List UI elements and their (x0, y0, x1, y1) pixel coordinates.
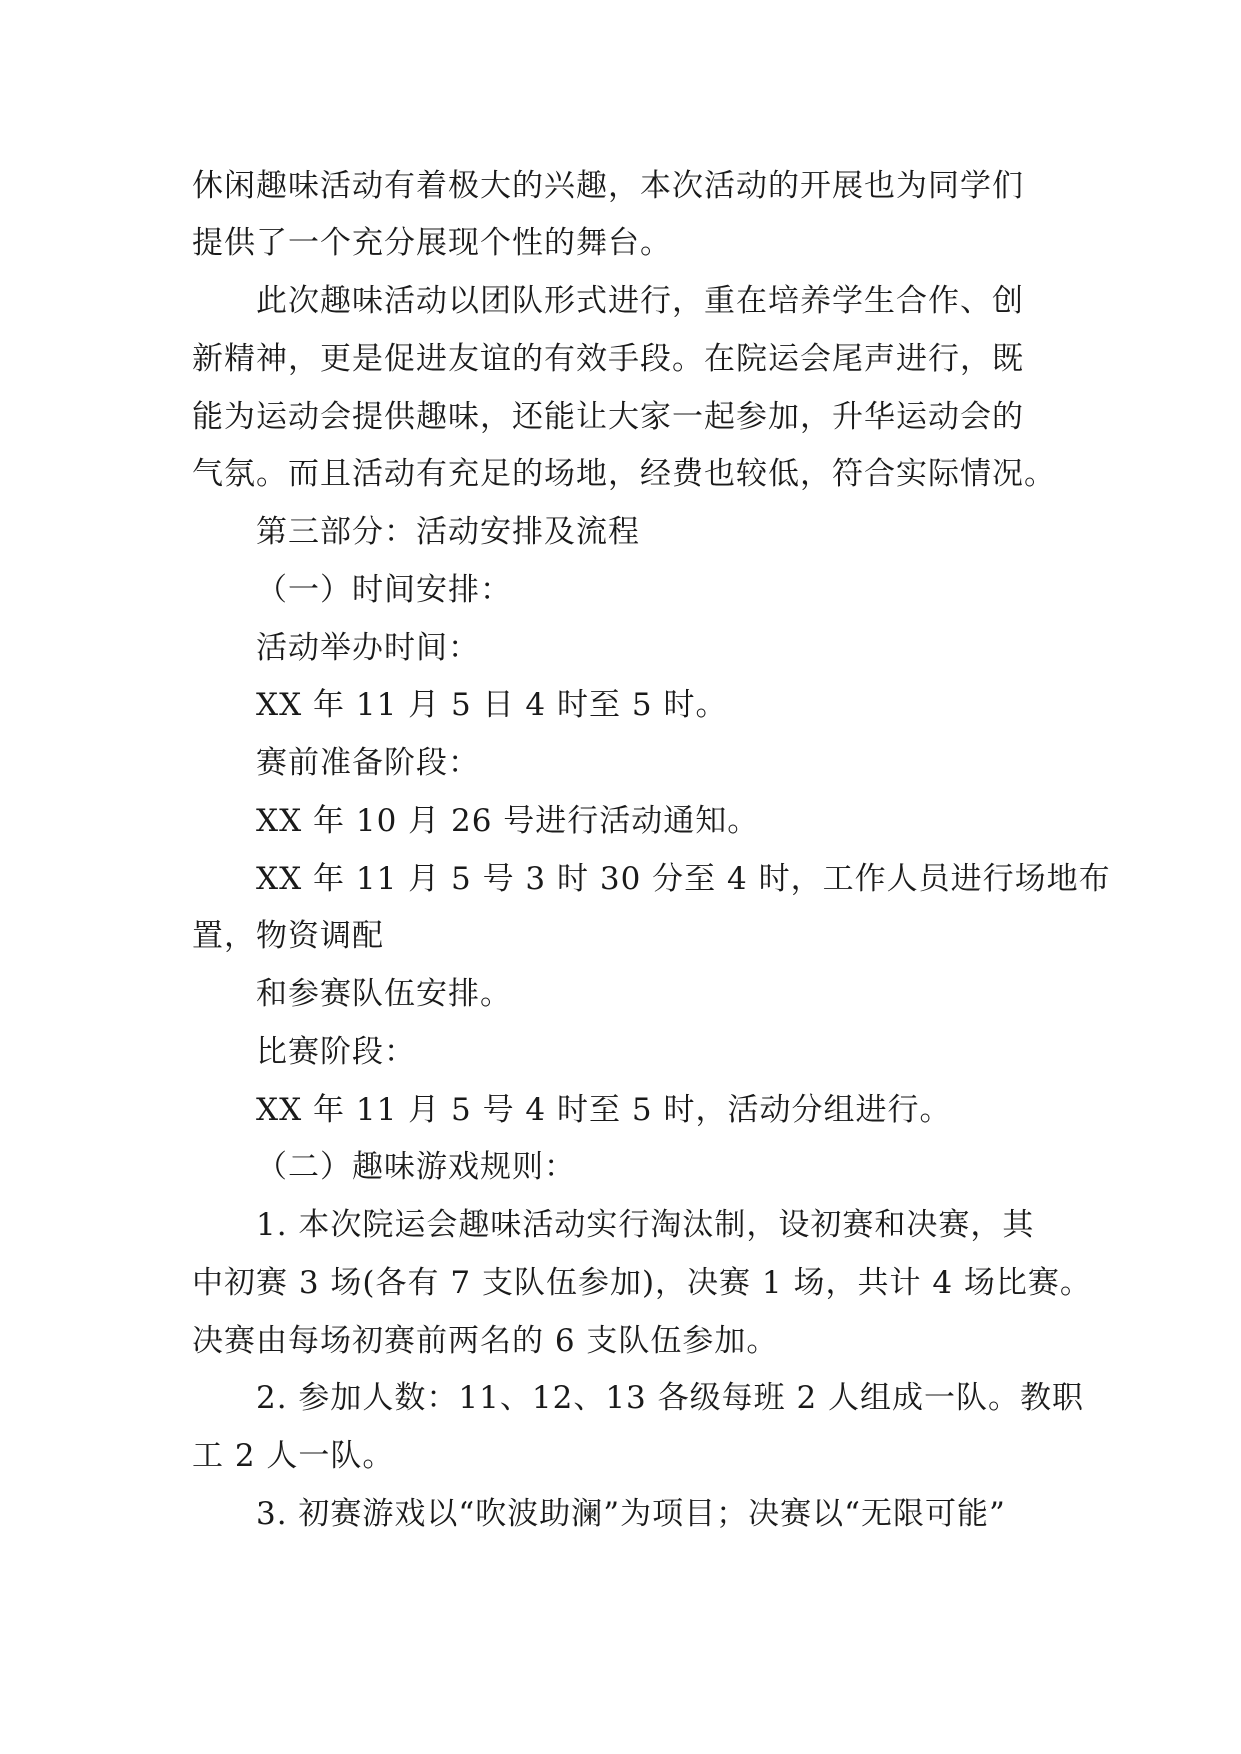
text-line: XX 年 10 月 26 号进行活动通知。 (256, 803, 760, 839)
subsection-heading: （二）趣味游戏规则： (256, 1149, 576, 1185)
text-line: 置，物资调配 (192, 918, 384, 954)
item-label: 赛前准备阶段： (256, 745, 480, 781)
text-line: 能为运动会提供趣味，还能让大家一起参加，升华运动会的 (192, 399, 1024, 435)
text-line: 工 2 人一队。 (192, 1438, 395, 1474)
text-line: XX 年 11 月 5 号 4 时至 5 时，活动分组进行。 (256, 1092, 952, 1128)
text-line: 中初赛 3 场(各有 7 支队伍参加)，决赛 1 场，共计 4 场比赛。 (192, 1265, 1092, 1301)
text-line: 和参赛队伍安排。 (256, 976, 512, 1012)
text-line: 新精神，更是促进友谊的有效手段。在院运会尾声进行，既 (192, 341, 1024, 377)
subsection-heading: （一）时间安排： (256, 572, 512, 608)
section-heading: 第三部分：活动安排及流程 (256, 514, 640, 550)
paragraph-start: 2. 参加人数：11、12、13 各级每班 2 人组成一队。教职 (256, 1380, 1085, 1416)
text-line: 气氛。而且活动有充足的场地，经费也较低，符合实际情况。 (192, 456, 1056, 492)
text-line: 决赛由每场初赛前两名的 6 支队伍参加。 (192, 1323, 779, 1359)
text-line: 提供了一个充分展现个性的舞台。 (192, 225, 672, 261)
text-line: XX 年 11 月 5 号 3 时 30 分至 4 时，工作人员进行场地布 (256, 861, 1111, 897)
text-line: XX 年 11 月 5 日 4 时至 5 时。 (256, 687, 728, 723)
paragraph-start: 3. 初赛游戏以“吹波助澜”为项目；决赛以“无限可能” (256, 1496, 1006, 1532)
paragraph-start: 此次趣味活动以团队形式进行，重在培养学生合作、创 (256, 283, 1024, 319)
item-label: 活动举办时间： (256, 630, 480, 666)
item-label: 比赛阶段： (256, 1034, 416, 1070)
paragraph-start: 1. 本次院运会趣味活动实行淘汰制，设初赛和决赛，其 (256, 1207, 1035, 1243)
text-line: 休闲趣味活动有着极大的兴趣，本次活动的开展也为同学们 (192, 168, 1024, 204)
